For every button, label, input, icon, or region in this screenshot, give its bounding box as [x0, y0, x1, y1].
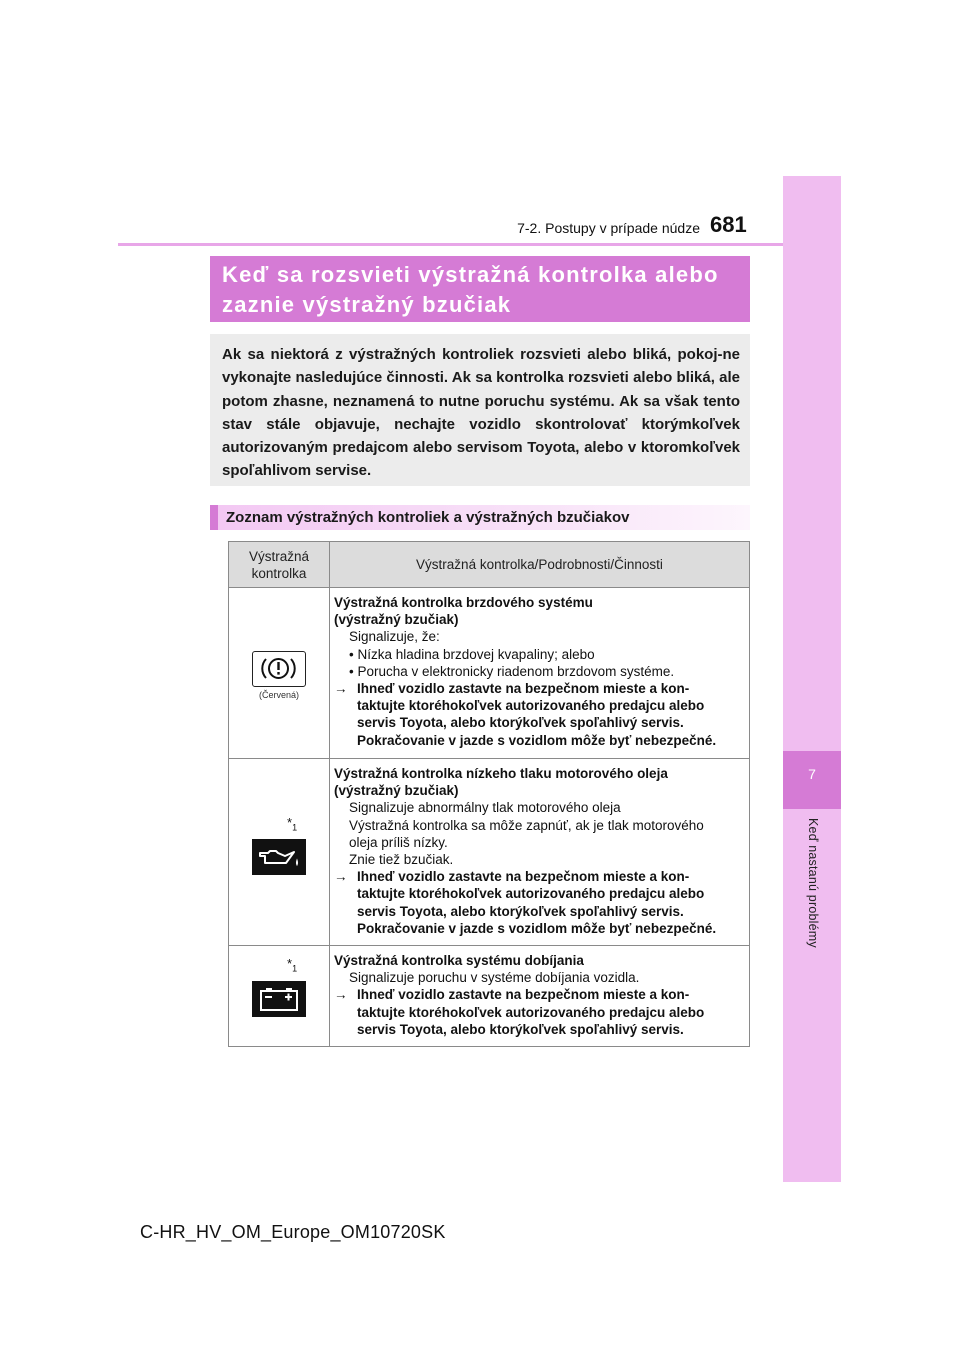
- arrow-icon: →: [334, 987, 348, 1003]
- row-action: Pokračovanie v jazde s vozidlom môže byť nebezpečné.: [357, 732, 717, 748]
- row-title: Výstražná kontrolka brzdového systému: [334, 595, 593, 610]
- chapter-number: 7: [808, 766, 816, 782]
- row-detail: oleja príliš nízky.: [349, 834, 448, 850]
- table-row: [229, 588, 750, 759]
- description-cell: [330, 759, 750, 946]
- intro-text: Ak sa niektorá z výstražných kontroliek rozsvieti alebo bliká, pokoj-ne vykonajte nasledujúce činnosti. Ak sa kontrolka rozsvieti alebo bliká, ale potom zhasne, neznamená to nutne poruchu systému. Ak sa však tento stav stále objavuje, nechajte vozidlo skontrolovať ktorýmkoľvek autorizovaným predajcom alebo servisom Toyota, alebo v ktoromkoľvek spoľahlivom servise.: [222, 346, 740, 480]
- row-action: servis Toyota, alebo ktorýkoľvek spoľahlivý servis.: [357, 903, 684, 919]
- header-text: Výstražná: [248, 548, 310, 564]
- row-action: Pokračovanie v jazde s vozidlom môže byť nebezpečné.: [357, 920, 717, 936]
- arrow-icon: →: [334, 869, 348, 885]
- indicator-cell: [229, 946, 330, 1047]
- description-cell: [330, 946, 750, 1047]
- arrow-icon: →: [334, 681, 348, 697]
- row-action: Ihneď vozidlo zastavte na bezpečnom mieste a kon-: [357, 681, 690, 697]
- row-detail: Signalizuje, že:: [349, 629, 440, 645]
- row-bullet: • Porucha v elektronicky riadenom brzdovom systéme.: [349, 663, 675, 679]
- section-heading: [210, 256, 750, 322]
- subheading: [210, 505, 750, 530]
- row-bullet: • Nízka hladina brzdovej kvapaliny; alebo: [349, 646, 595, 662]
- header-text: kontrolka: [251, 565, 307, 581]
- row-title: Výstražná kontrolka nízkeho tlaku motorového oleja: [334, 766, 668, 781]
- table-header-details: Výstražná kontrolka/Podrobnosti/Činnosti: [330, 542, 750, 588]
- table-row: [229, 759, 750, 946]
- battery-charge-icon: [252, 981, 306, 1017]
- oil-pressure-icon: [252, 839, 306, 875]
- chapter-tab: [783, 176, 841, 1182]
- intro-box: [210, 334, 750, 486]
- table-header-indicator: [229, 542, 330, 588]
- row-action: taktujte ktoréhokoľvek autorizovaného predajcu alebo: [357, 886, 705, 902]
- row-detail: Znie tiež bzučiak.: [349, 852, 454, 868]
- description-cell: [330, 588, 750, 759]
- table-row: [229, 946, 750, 1047]
- indicator-cell: [229, 759, 330, 946]
- row-action: taktujte ktoréhokoľvek autorizovaného predajcu alebo: [357, 698, 705, 714]
- footnote-marker: $*_1$: [287, 815, 298, 833]
- chapter-title: Keď nastanú problémy: [806, 818, 820, 948]
- row-title: (výstražný bzučiak): [334, 783, 459, 799]
- section-title: 7-2. Postupy v prípade núdze: [517, 220, 700, 236]
- section-heading-line-2: zaznie výstražný bzučiak: [222, 292, 512, 317]
- footnote-marker: $*_1$: [287, 956, 298, 974]
- row-action: Ihneď vozidlo zastavte na bezpečnom mieste a kon-: [357, 987, 690, 1003]
- header-rule: [118, 243, 783, 246]
- row-action: Ihneď vozidlo zastavte na bezpečnom mieste a kon-: [357, 869, 690, 885]
- row-detail: Signalizuje abnormálny tlak motorového oleja: [349, 800, 621, 816]
- page-number: 681: [710, 212, 747, 237]
- indicator-cell: [229, 588, 330, 759]
- row-action: servis Toyota, alebo ktorýkoľvek spoľahlivý servis.: [357, 1021, 684, 1037]
- row-action: taktujte ktoréhokoľvek autorizovaného predajcu alebo: [357, 1004, 705, 1020]
- table-header-row: [229, 542, 750, 588]
- row-detail: Výstražná kontrolka sa môže zapnúť, ak je tlak motorového: [349, 817, 704, 833]
- row-detail: Signalizuje poruchu v systéme dobíjania vozidla.: [349, 970, 640, 986]
- document-code: C-HR_HV_OM_Europe_OM10720SK: [140, 1222, 446, 1242]
- row-title: Výstražná kontrolka systému dobíjania: [334, 953, 584, 969]
- row-action: servis Toyota, alebo ktorýkoľvek spoľahlivý servis.: [357, 715, 684, 731]
- section-heading-line-1: Keď sa rozsvieti výstražná kontrolka alebo: [222, 262, 719, 287]
- indicator-color-caption: (Červená): [258, 690, 299, 700]
- row-title: (výstražný bzučiak): [334, 612, 459, 628]
- brake-warning-icon: [252, 651, 306, 687]
- subheading-text: Zoznam výstražných kontroliek a výstražných bzučiakov: [226, 509, 630, 526]
- warning-lights-table: [228, 541, 750, 1047]
